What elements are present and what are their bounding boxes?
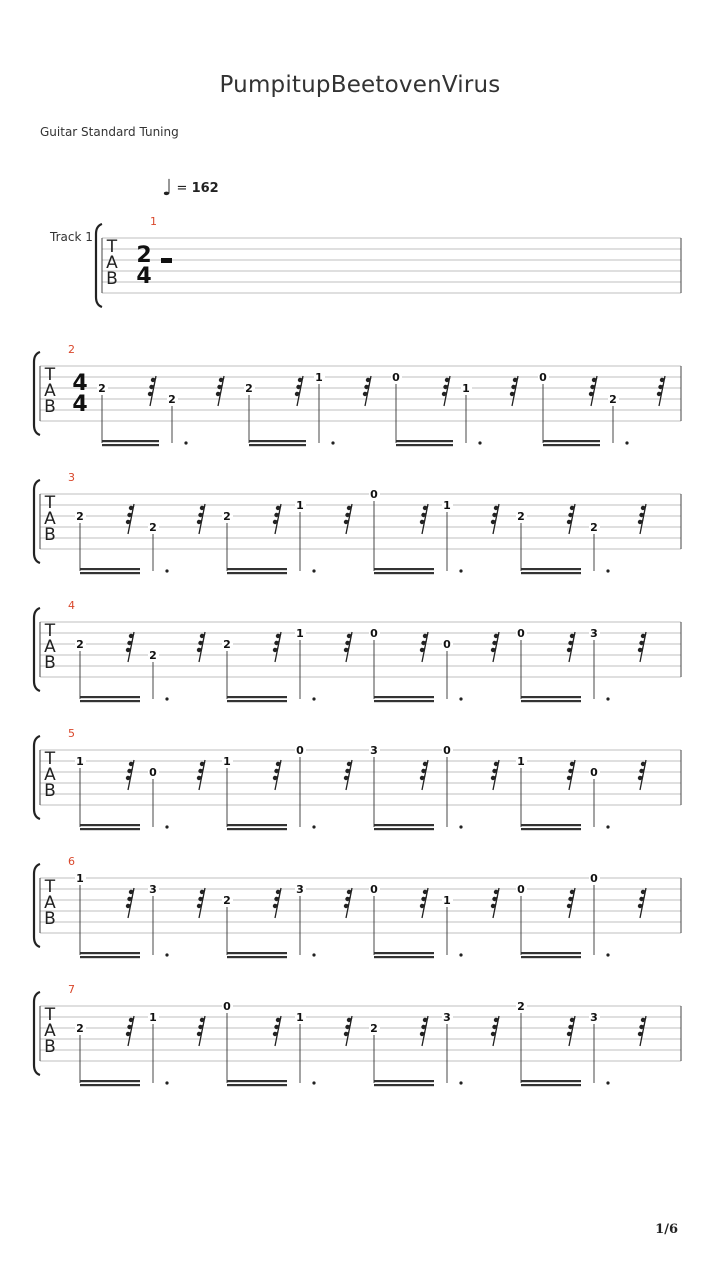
system-bracket	[34, 736, 40, 819]
time-signature-top: 4	[72, 371, 88, 396]
fret-number: 2	[609, 393, 617, 406]
beam-primary	[374, 568, 434, 570]
tab-system-content	[34, 599, 681, 702]
sixteenth-rest-icon	[344, 632, 352, 662]
beam-secondary	[543, 444, 600, 446]
tab-clef-letter: T	[44, 365, 56, 385]
tab-system-content	[34, 727, 681, 830]
time-signature-bottom: 4	[136, 264, 152, 289]
system-bracket	[96, 224, 102, 307]
duration-dot	[312, 697, 315, 700]
fret-number: 2	[223, 894, 231, 907]
fret-number: 1	[76, 872, 84, 885]
fret-number: 1	[443, 894, 451, 907]
duration-dot	[606, 569, 609, 572]
tab-clef-letter: B	[44, 781, 56, 801]
beam-secondary	[80, 1084, 140, 1086]
sixteenth-rest-icon	[216, 376, 224, 406]
sixteenth-rest-icon	[491, 888, 499, 918]
beam-primary	[227, 1080, 287, 1082]
tab-clef-letter: T	[44, 749, 56, 769]
fret-number: 2	[149, 649, 157, 662]
beam-primary	[374, 952, 434, 954]
sixteenth-rest-icon	[273, 760, 281, 790]
beam-secondary	[374, 828, 434, 830]
tempo-equals: =	[176, 181, 188, 196]
fret-number: 1	[462, 382, 470, 395]
beam-secondary	[521, 828, 581, 830]
beam-primary	[396, 440, 453, 442]
beam-secondary	[227, 1084, 287, 1086]
fret-number: 1	[149, 1011, 157, 1024]
sixteenth-rest-icon	[126, 1016, 134, 1046]
sixteenth-rest-icon	[442, 376, 450, 406]
fret-number: 2	[517, 510, 525, 523]
sixteenth-rest-icon	[638, 632, 646, 662]
sixteenth-rest-icon	[510, 376, 518, 406]
tuning-label: Guitar Standard Tuning	[40, 125, 179, 139]
fret-number: 0	[517, 627, 525, 640]
time-signature-bottom: 4	[72, 392, 88, 417]
fret-number: 3	[443, 1011, 451, 1024]
fret-number: 2	[370, 1022, 378, 1035]
fret-number: 3	[149, 883, 157, 896]
beam-primary	[521, 824, 581, 826]
measure-number: 6	[68, 855, 75, 868]
beam-secondary	[374, 1084, 434, 1086]
duration-dot	[312, 825, 315, 828]
beam-secondary	[374, 700, 434, 702]
beam-primary	[521, 568, 581, 570]
beam-secondary	[80, 828, 140, 830]
sixteenth-rest-icon	[344, 760, 352, 790]
duration-dot	[312, 1081, 315, 1084]
tab-clef-letter: B	[44, 909, 56, 929]
duration-dot	[165, 953, 168, 956]
system-bracket	[34, 864, 40, 947]
fret-number: 0	[443, 744, 451, 757]
duration-dot	[606, 697, 609, 700]
fret-number: 2	[98, 382, 106, 395]
sixteenth-rest-icon	[126, 760, 134, 790]
duration-dot	[606, 953, 609, 956]
fret-number: 1	[517, 755, 525, 768]
beam-secondary	[374, 956, 434, 958]
system-bracket	[34, 608, 40, 691]
sixteenth-rest-icon	[567, 632, 575, 662]
beam-primary	[227, 568, 287, 570]
time-signature-top: 2	[136, 243, 152, 268]
sixteenth-rest-icon	[197, 888, 205, 918]
fret-number: 0	[392, 371, 400, 384]
fret-number: 2	[245, 382, 253, 395]
sixteenth-rest-icon	[638, 504, 646, 534]
fret-number: 3	[590, 627, 598, 640]
duration-dot	[165, 569, 168, 572]
tab-system-content	[34, 983, 681, 1086]
duration-dot	[459, 825, 462, 828]
fret-number: 3	[590, 1011, 598, 1024]
tab-system	[0, 326, 720, 466]
tempo-value: 162	[191, 181, 219, 196]
sixteenth-rest-icon	[197, 760, 205, 790]
sixteenth-rest-icon	[126, 888, 134, 918]
tab-clef-letter: T	[44, 621, 56, 641]
sixteenth-rest-icon	[197, 632, 205, 662]
sixteenth-rest-icon	[491, 632, 499, 662]
sixteenth-rest-icon	[589, 376, 597, 406]
sixteenth-rest-icon	[567, 760, 575, 790]
beam-primary	[80, 568, 140, 570]
sixteenth-rest-icon	[420, 1016, 428, 1046]
beam-primary	[80, 824, 140, 826]
beam-secondary	[374, 572, 434, 574]
quarter-note-icon: ♩	[162, 176, 173, 201]
beam-primary	[374, 1080, 434, 1082]
beam-secondary	[249, 444, 306, 446]
sixteenth-rest-icon	[567, 888, 575, 918]
fret-number: 0	[149, 766, 157, 779]
beam-primary	[521, 952, 581, 954]
beam-primary	[521, 1080, 581, 1082]
tab-clef-letter: T	[106, 237, 118, 257]
fret-number: 0	[539, 371, 547, 384]
fret-number: 2	[76, 510, 84, 523]
beam-secondary	[102, 444, 159, 446]
fret-number: 2	[76, 1022, 84, 1035]
beam-primary	[543, 440, 600, 442]
system-bracket	[34, 352, 40, 435]
sixteenth-rest-icon	[567, 504, 575, 534]
sixteenth-rest-icon	[491, 1016, 499, 1046]
measure-number: 3	[68, 471, 75, 484]
duration-dot	[184, 441, 187, 444]
fret-number: 3	[370, 744, 378, 757]
fret-number: 2	[517, 1000, 525, 1013]
beam-secondary	[521, 572, 581, 574]
beam-secondary	[521, 956, 581, 958]
beam-secondary	[227, 828, 287, 830]
beam-primary	[80, 952, 140, 954]
fret-number: 0	[517, 883, 525, 896]
measure-number: 4	[68, 599, 75, 612]
sixteenth-rest-icon	[273, 504, 281, 534]
tab-clef-letter: A	[44, 381, 56, 401]
duration-dot	[312, 569, 315, 572]
track-label: Track 1	[50, 230, 93, 244]
sixteenth-rest-icon	[491, 504, 499, 534]
fret-number: 2	[590, 521, 598, 534]
tab-system	[0, 710, 720, 850]
fret-number: 1	[223, 755, 231, 768]
sixteenth-rest-icon	[420, 632, 428, 662]
duration-dot	[331, 441, 334, 444]
fret-number: 2	[76, 638, 84, 651]
tab-clef-letter: B	[44, 397, 56, 417]
beam-secondary	[80, 700, 140, 702]
fret-number: 1	[296, 1011, 304, 1024]
beam-primary	[227, 696, 287, 698]
beam-secondary	[227, 572, 287, 574]
sixteenth-rest-icon	[420, 760, 428, 790]
duration-dot	[478, 441, 481, 444]
fret-number: 0	[370, 883, 378, 896]
fret-number: 1	[296, 499, 304, 512]
sixteenth-rest-icon	[344, 504, 352, 534]
sixteenth-rest-icon	[344, 1016, 352, 1046]
fret-number: 2	[168, 393, 176, 406]
beam-primary	[374, 696, 434, 698]
sixteenth-rest-icon	[273, 632, 281, 662]
beam-primary	[227, 824, 287, 826]
system-bracket	[34, 480, 40, 563]
duration-dot	[165, 1081, 168, 1084]
sixteenth-rest-icon	[295, 376, 303, 406]
duration-dot	[459, 697, 462, 700]
sixteenth-rest-icon	[420, 504, 428, 534]
fret-number: 0	[296, 744, 304, 757]
measure-number: 1	[150, 215, 157, 228]
fret-number: 0	[370, 488, 378, 501]
sixteenth-rest-icon	[126, 504, 134, 534]
sixteenth-rest-icon	[197, 1016, 205, 1046]
fret-number: 0	[590, 766, 598, 779]
duration-dot	[312, 953, 315, 956]
tab-clef-letter: A	[44, 637, 56, 657]
beam-secondary	[80, 956, 140, 958]
measure-number: 2	[68, 343, 75, 356]
tab-system	[0, 454, 720, 594]
sixteenth-rest-icon	[273, 888, 281, 918]
sixteenth-rest-icon	[638, 1016, 646, 1046]
fret-number: 2	[223, 638, 231, 651]
tab-system-content	[34, 471, 681, 574]
beam-secondary	[396, 444, 453, 446]
fret-number: 1	[315, 371, 323, 384]
beam-primary	[80, 696, 140, 698]
beam-secondary	[227, 700, 287, 702]
page-number: 1/6	[655, 1222, 678, 1237]
sixteenth-rest-icon	[273, 1016, 281, 1046]
fret-number: 0	[223, 1000, 231, 1013]
fret-number: 0	[370, 627, 378, 640]
tab-clef-letter: B	[44, 1037, 56, 1057]
tab-clef-letter: A	[106, 253, 118, 273]
sixteenth-rest-icon	[638, 888, 646, 918]
sixteenth-rest-icon	[657, 376, 665, 406]
tab-system-content	[34, 343, 681, 446]
beam-primary	[227, 952, 287, 954]
sixteenth-rest-icon	[363, 376, 371, 406]
duration-dot	[459, 1081, 462, 1084]
tab-clef-letter: A	[44, 509, 56, 529]
fret-number: 2	[223, 510, 231, 523]
beam-secondary	[227, 956, 287, 958]
tab-clef-letter: T	[44, 1005, 56, 1025]
sixteenth-rest-icon	[420, 888, 428, 918]
beam-primary	[521, 696, 581, 698]
sixteenth-rest-icon	[567, 1016, 575, 1046]
system-bracket	[34, 992, 40, 1075]
fret-number: 0	[443, 638, 451, 651]
tab-clef-letter: A	[44, 1021, 56, 1041]
beam-secondary	[80, 572, 140, 574]
beam-secondary	[521, 1084, 581, 1086]
sixteenth-rest-icon	[638, 760, 646, 790]
sixteenth-rest-icon	[197, 504, 205, 534]
measure-number: 7	[68, 983, 75, 996]
tab-clef-letter: B	[44, 525, 56, 545]
tab-clef-letter: T	[44, 877, 56, 897]
duration-dot	[606, 825, 609, 828]
half-rest-icon	[161, 258, 172, 263]
tab-clef-letter: B	[106, 269, 118, 289]
sixteenth-rest-icon	[148, 376, 156, 406]
score-title: PumpitupBeetovenVirus	[219, 72, 501, 98]
fret-number: 1	[443, 499, 451, 512]
tab-system-content	[96, 215, 681, 307]
sixteenth-rest-icon	[126, 632, 134, 662]
tab-clef-letter: B	[44, 653, 56, 673]
beam-primary	[249, 440, 306, 442]
beam-primary	[80, 1080, 140, 1082]
sixteenth-rest-icon	[344, 888, 352, 918]
beam-secondary	[521, 700, 581, 702]
duration-dot	[165, 697, 168, 700]
beam-primary	[102, 440, 159, 442]
tab-system	[0, 198, 720, 338]
tab-clef-letter: A	[44, 765, 56, 785]
duration-dot	[606, 1081, 609, 1084]
tab-clef-letter: T	[44, 493, 56, 513]
beam-primary	[374, 824, 434, 826]
measure-number: 5	[68, 727, 75, 740]
tab-system	[0, 838, 720, 978]
tab-system	[0, 966, 720, 1106]
fret-number: 0	[590, 872, 598, 885]
tab-clef-letter: A	[44, 893, 56, 913]
duration-dot	[459, 953, 462, 956]
tab-system-content	[34, 855, 681, 958]
fret-number: 1	[76, 755, 84, 768]
duration-dot	[165, 825, 168, 828]
duration-dot	[625, 441, 628, 444]
tab-system	[0, 582, 720, 722]
fret-number: 2	[149, 521, 157, 534]
fret-number: 1	[296, 627, 304, 640]
sixteenth-rest-icon	[491, 760, 499, 790]
fret-number: 3	[296, 883, 304, 896]
duration-dot	[459, 569, 462, 572]
